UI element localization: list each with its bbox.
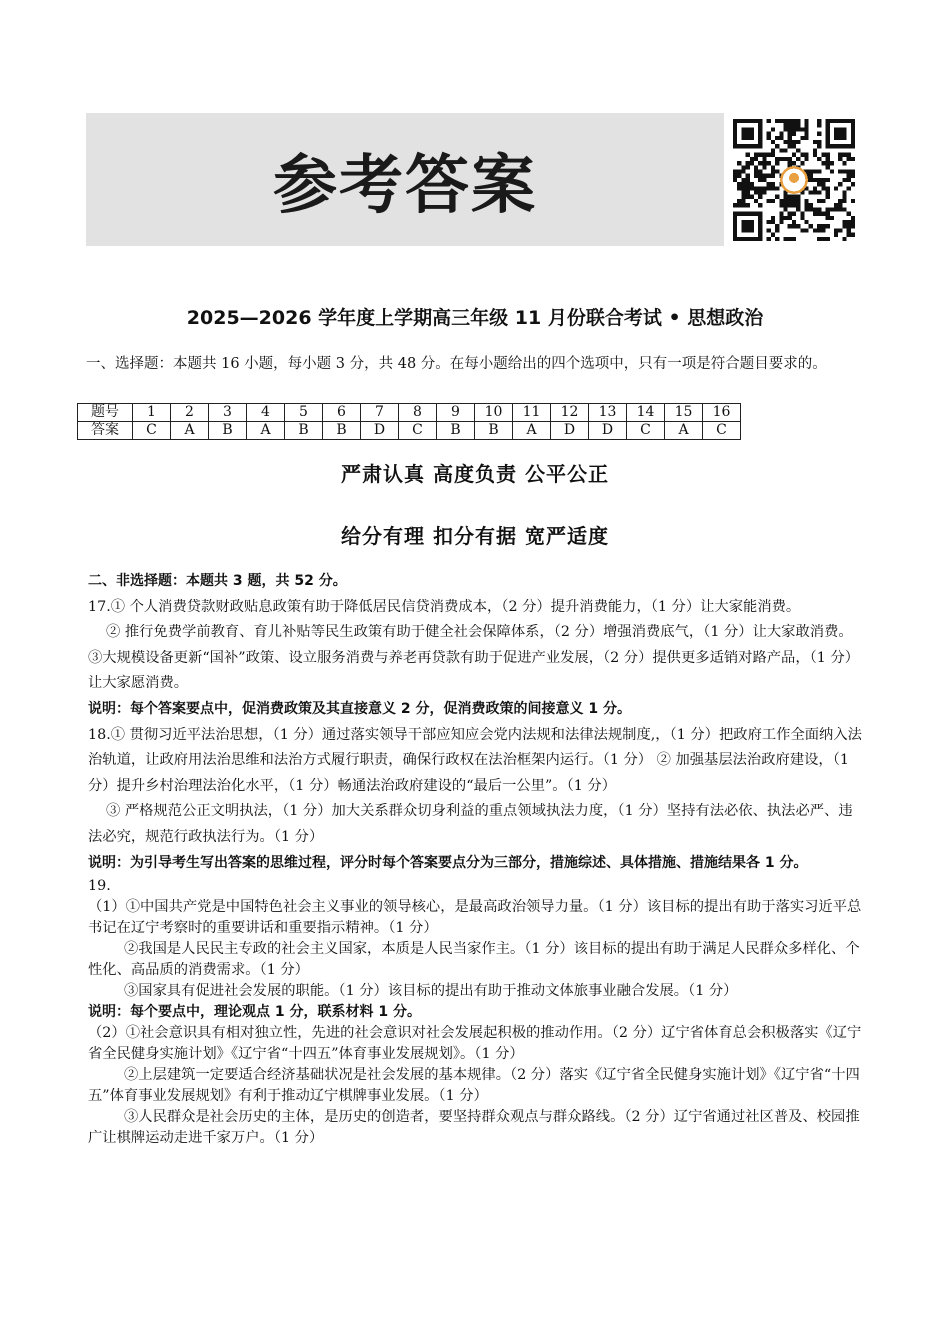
q19-part2-point-1: （2）①社会意识具有相对独立性，先进的社会意识对社会发展起积极的推动作用。（2 分）辽宁省体育总会积极落实《辽宁省全民健身实施计划》《辽宁省“十四五”体育事业发展规划》。（1 分） bbox=[88, 1025, 862, 1063]
answer-table-number-row bbox=[78, 404, 741, 422]
question-number-cell: 2 bbox=[171, 404, 209, 422]
q19-part1-point-2: ②我国是人民民主专政的社会主义国家，本质是人民当家作主。（1 分）该目标的提出有助于满足人民群众多样化、个性化、高品质的消费需求。（1 分） bbox=[88, 941, 860, 979]
banner-title: 参考答案 bbox=[273, 147, 537, 223]
question-number-cell: 1 bbox=[133, 404, 171, 422]
q18-note: 说明：为引导考生写出答案的思维过程，评分时每个答案要点分为三部分，措施综述、具体措施、措施结果各 1 分。 bbox=[88, 854, 808, 871]
row-label-number: 题号 bbox=[78, 404, 133, 422]
q17-point-2: ② 推行免费学前教育、育儿补贴等民生政策有助于健全社会保障体系，（2 分）增强消费底气，（1 分）让大家敢消费。③大规模设备更新“国补”政策、设立服务消费与养老再贷款有助于促进产业发展，（2 分）提供更多适销对路产品，（1 分）让大家愿消费。 bbox=[88, 624, 860, 692]
question-number-cell: 6 bbox=[323, 404, 361, 422]
answer-cell: A bbox=[171, 422, 209, 440]
question-number-cell: 7 bbox=[361, 404, 399, 422]
slogan-1: 严肃认真 高度负责 公平公正 bbox=[341, 462, 609, 486]
q19-part1-point-3: ③国家具有促进社会发展的职能。（1 分）该目标的提出有助于推动文体旅事业融合发展。（1 分） bbox=[124, 983, 738, 1000]
question-number-cell: 16 bbox=[703, 404, 741, 422]
q18-point-1: 18.① 贯彻习近平法治思想，（1 分）通过落实领导干部应知应会党内法规和法律法规制度,，（1 分）把政府工作全面纳入法治轨道，让政府用法治思维和法治方式履行职责，确保行政权在法治框架内运行。（1 分） ② 加强基层法治政府建设，（1 分）提升乡村治理法治化水平，（1 分）畅通法治政府建设的“最后一公里”。（1 分） bbox=[88, 726, 862, 794]
row-label-answer: 答案 bbox=[78, 422, 133, 440]
q19-part1-point-1: （1）①中国共产党是中国特色社会主义事业的领导核心，是最高政治领导力量。（1 分）该目标的提出有助于落实习近平总书记在辽宁考察时的重要讲话和重要指示精神。（1 分） bbox=[88, 899, 862, 937]
question-number-cell: 9 bbox=[437, 404, 475, 422]
q19-part2-point-2: ②上层建筑一定要适合经济基础状况是社会发展的基本规律。（2 分）落实《辽宁省全民健身实施计划》《辽宁省“十四五”体育事业发展规划》有利于推动辽宁棋牌事业发展。（1 分） bbox=[88, 1067, 860, 1105]
title-banner bbox=[86, 113, 724, 246]
answer-table bbox=[77, 403, 741, 440]
q18-point-2: ③ 严格规范公正文明执法，（1 分）加大关系群众切身利益的重点领域执法力度，（1 分）坚持有法必依、执法必严、违法必究，规范行政执法行为。（1 分） bbox=[88, 803, 853, 845]
question-number-cell: 14 bbox=[627, 404, 665, 422]
answer-cell: C bbox=[399, 422, 437, 440]
qr-code-image bbox=[733, 119, 855, 241]
q19-part2-point-3: ③人民群众是社会历史的主体，是历史的创造者，要坚持群众观点与群众路线。（2 分）辽宁省通过社区普及、校园推广让棋牌运动走进千家万户。（1 分） bbox=[88, 1109, 860, 1147]
section2 bbox=[88, 569, 864, 1149]
answer-cell: A bbox=[247, 422, 285, 440]
section2-heading: 二、非选择题：本题共 3 题，共 52 分。 bbox=[88, 573, 347, 589]
q19-note: 说明：每个要点中，理论观点 1 分，联系材料 1 分。 bbox=[88, 1004, 421, 1021]
answer-cell: C bbox=[133, 422, 171, 440]
exam-title: 2025—2026 学年度上学期高三年级 11 月份联合考试 • 思想政治 bbox=[186, 307, 764, 329]
q17-point-1: 17.① 个人消费贷款财政贴息政策有助于降低居民信贷消费成本，（2 分）提升消费能力，（1 分）让大家能消费。 bbox=[88, 598, 801, 615]
question-number-cell: 11 bbox=[513, 404, 551, 422]
question-number-cell: 13 bbox=[589, 404, 627, 422]
q19-label: 19. bbox=[88, 878, 111, 895]
question-number-cell: 8 bbox=[399, 404, 437, 422]
slogan-2: 给分有理 扣分有据 宽严适度 bbox=[341, 524, 609, 548]
question-number-cell: 5 bbox=[285, 404, 323, 422]
question-number-cell: 10 bbox=[475, 404, 513, 422]
answer-cell: D bbox=[361, 422, 399, 440]
q17-note: 说明：每个答案要点中，促消费政策及其直接意义 2 分，促消费政策的间接意义 1 分。 bbox=[88, 700, 631, 717]
answer-cell: A bbox=[665, 422, 703, 440]
answer-cell: C bbox=[703, 422, 741, 440]
question-number-cell: 3 bbox=[209, 404, 247, 422]
answer-cell: B bbox=[209, 422, 247, 440]
answer-cell: A bbox=[513, 422, 551, 440]
answer-cell: D bbox=[551, 422, 589, 440]
answer-cell: B bbox=[475, 422, 513, 440]
answer-cell: B bbox=[437, 422, 475, 440]
answer-cell: D bbox=[589, 422, 627, 440]
answer-cell: C bbox=[627, 422, 665, 440]
answer-cell: B bbox=[323, 422, 361, 440]
section1-intro: 一、选择题：本题共 16 小题，每小题 3 分，共 48 分。在每小题给出的四个选项中，只有一项是符合题目要求的。 bbox=[86, 356, 827, 372]
question-number-cell: 12 bbox=[551, 404, 589, 422]
answer-cell: B bbox=[285, 422, 323, 440]
question-number-cell: 4 bbox=[247, 404, 285, 422]
question-number-cell: 15 bbox=[665, 404, 703, 422]
answer-table-answer-row bbox=[78, 422, 741, 440]
